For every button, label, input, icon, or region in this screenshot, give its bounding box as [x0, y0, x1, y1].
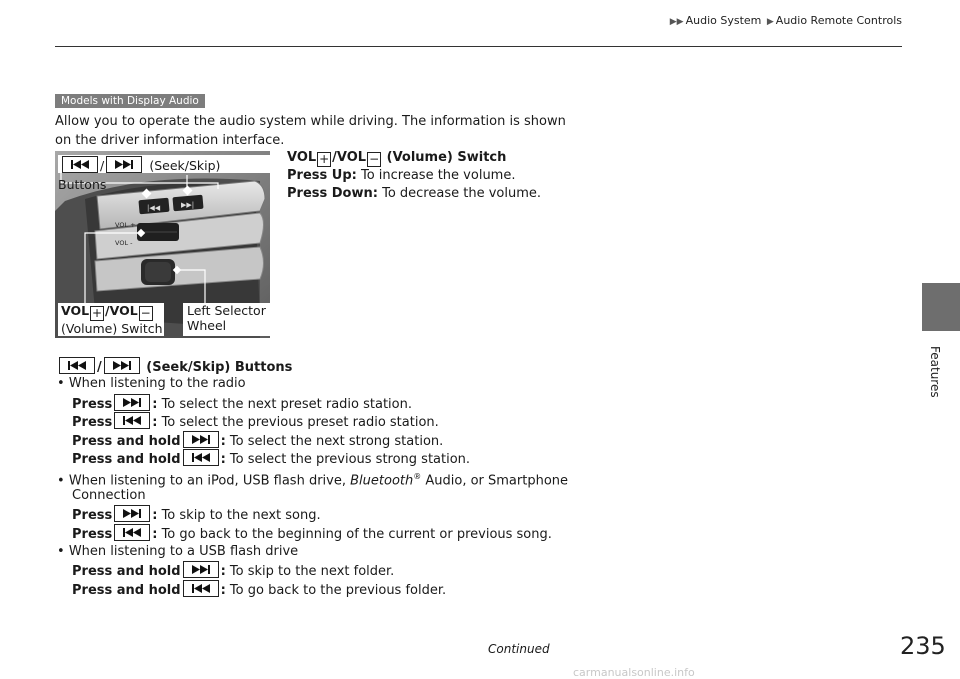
- vol-label-line2: (Volume) Switch: [61, 321, 163, 336]
- skip-forward-button-icon: [114, 394, 150, 411]
- continued-text: Continued: [488, 642, 550, 656]
- usb-hold-prev: Press and hold : To go back to the previous folder.: [72, 580, 446, 601]
- seek-heading: / (Seek/Skip) Buttons: [57, 357, 292, 375]
- breadcrumb-audio-remote-controls[interactable]: Audio Remote Controls: [775, 14, 902, 27]
- left-selector-label-box: [183, 303, 270, 336]
- left-selector-line2: Wheel: [187, 318, 227, 333]
- radio-hold-prev: Press and hold : To select the previous strong station.: [72, 449, 470, 470]
- vol-label-box: VOL + /VOL − (Volume) Switch: [58, 303, 164, 336]
- skip-forward-button-icon: [104, 357, 140, 374]
- skip-back-button-icon: [183, 449, 219, 466]
- radio-press-prev: Press : To select the previous preset radio station.: [72, 412, 439, 433]
- breadcrumb-audio-system[interactable]: Audio System: [685, 14, 762, 27]
- radio-press-next: Press : To select the next preset radio station.: [72, 394, 412, 415]
- steering-controls-photo: [55, 151, 270, 338]
- vol-minus-text: VOL -: [115, 239, 133, 247]
- svg-text:▶▶|: ▶▶|: [181, 201, 195, 209]
- volume-heading: VOL + /VOL − (Volume) Switch: [287, 150, 507, 166]
- usb-hold-next: Press and hold : To skip to the next folder.: [72, 561, 394, 582]
- bullet-ipod-cont: Connection: [72, 488, 146, 503]
- skip-back-button-icon: [59, 357, 95, 374]
- header-rule: [55, 46, 902, 47]
- models-badge: Models with Display Audio: [55, 94, 205, 108]
- plus-box-icon: +: [92, 306, 103, 320]
- intro-text: Allow you to operate the audio system while driving. The information is shown on the driver information interface.: [55, 114, 566, 148]
- vol-label-text-2: VOL: [109, 303, 138, 318]
- vol-plus-text: VOL +: [115, 221, 136, 229]
- left-selector-line1: Left Selector: [187, 303, 266, 318]
- watermark: carmanualsonline.info: [573, 666, 695, 679]
- side-tab[interactable]: [922, 283, 960, 331]
- plus-box-icon: +: [319, 152, 330, 166]
- bullet-usb: • When listening to a USB flash drive: [57, 544, 299, 559]
- svg-text:|◀◀: |◀◀: [147, 204, 161, 212]
- skip-forward-button-icon: [183, 561, 219, 578]
- press-down-line: Press Down: To decrease the volume.: [287, 186, 541, 201]
- page-number: 235: [900, 632, 946, 660]
- vol-label-text: VOL: [61, 303, 90, 318]
- bullet-ipod: • When listening to an iPod, USB flash drive, Bluetooth® Audio, or Smartphone: [57, 472, 569, 489]
- minus-box-icon: −: [140, 306, 151, 320]
- triangle-right-icon: ▶: [766, 17, 774, 27]
- skip-back-button-icon: [114, 524, 150, 541]
- skip-back-button-icon: [183, 580, 219, 597]
- radio-hold-next: Press and hold : To select the next strong station.: [72, 431, 443, 452]
- triangle-right-icon: ▶▶: [669, 17, 684, 27]
- bullet-radio: • When listening to the radio: [57, 376, 246, 391]
- minus-box-icon: −: [369, 152, 380, 166]
- seek-label-box: / (Seek/Skip) Buttons: [58, 155, 270, 173]
- skip-forward-button-icon: [106, 156, 142, 173]
- skip-back-button-icon: [62, 156, 98, 173]
- skip-forward-button-icon: [183, 431, 219, 448]
- skip-forward-button-icon: [114, 505, 150, 522]
- seek-photo-label: (Seek/Skip) Buttons: [58, 158, 221, 192]
- side-tab-label: Features: [928, 346, 942, 398]
- press-up-line: Press Up: To increase the volume.: [287, 168, 516, 183]
- ipod-press-next: Press : To skip to the next song.: [72, 505, 321, 526]
- ipod-press-prev: Press : To go back to the beginning of the current or previous song.: [72, 524, 552, 545]
- skip-back-button-icon: [114, 412, 150, 429]
- breadcrumb: [0, 14, 902, 27]
